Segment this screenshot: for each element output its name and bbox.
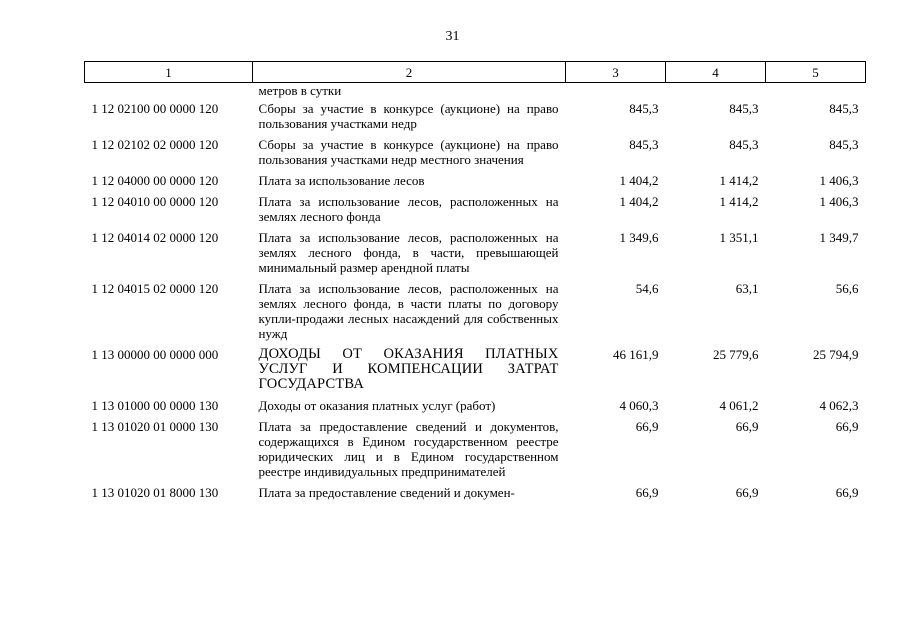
header-col-1: 1 — [85, 62, 253, 83]
page-number: 31 — [445, 29, 460, 44]
row-code: 1 13 01020 01 8000 130 — [91, 485, 219, 500]
row-code: 1 12 02102 02 0000 120 — [91, 137, 219, 152]
row-name: Плата за использование лесов, расположенных на землях лесного фонда, в части, превышающей минимальный размер арендной платы — [258, 230, 559, 275]
row-value-col3: 66,9 — [635, 419, 659, 434]
continuation-code — [85, 83, 253, 100]
row-code: 1 13 01020 01 0000 130 — [91, 419, 219, 434]
table-row — [85, 228, 866, 279]
row-value-col3: 1 349,6 — [619, 230, 659, 245]
row-value-col3: 1 404,2 — [619, 173, 659, 188]
row-value-col5: 25 794,9 — [813, 347, 859, 362]
row-name: Плата за использование лесов, расположенных на землях лесного фонда — [258, 194, 559, 224]
table-row — [85, 171, 866, 192]
row-value-col4: 1 351,1 — [719, 230, 759, 245]
row-value-col5: 845,3 — [829, 137, 859, 152]
continuation-text: метров в сутки — [258, 83, 342, 98]
row-value-col4: 1 414,2 — [719, 194, 759, 209]
row-name: ДОХОДЫ ОТ ОКАЗАНИЯ ПЛАТНЫХ УСЛУГ И КОМПЕНСАЦИИ ЗАТРАТ ГОСУДАРСТВА — [258, 346, 559, 392]
row-code: 1 13 01000 00 0000 130 — [91, 398, 219, 413]
row-value-col4: 63,1 — [735, 281, 759, 296]
row-code: 1 12 04010 00 0000 120 — [91, 194, 219, 209]
table-row-section — [85, 345, 866, 396]
row-value-col3: 845,3 — [629, 137, 659, 152]
row-code: 1 12 04014 02 0000 120 — [91, 230, 219, 245]
row-value-col4: 845,3 — [729, 137, 759, 152]
table-row — [85, 396, 866, 417]
row-value-col3: 845,3 — [629, 101, 659, 116]
row-value-col5: 66,9 — [835, 419, 859, 434]
header-col-2: 2 — [253, 62, 566, 83]
row-name: Плата за использование лесов, расположенных на землях лесного фонда, в части платы по договору купли-продажи лесных насаждений для собственных нужд — [258, 281, 559, 341]
row-value-col5: 56,6 — [835, 281, 859, 296]
budget-table — [84, 61, 866, 504]
table-row — [85, 192, 866, 228]
header-col-4: 4 — [666, 62, 766, 83]
table-row — [85, 279, 866, 345]
row-value-col4: 66,9 — [735, 419, 759, 434]
table-row — [85, 417, 866, 483]
row-code: 1 12 04000 00 0000 120 — [91, 173, 219, 188]
row-code: 1 12 02100 00 0000 120 — [91, 101, 219, 116]
row-value-col4: 4 061,2 — [719, 398, 759, 413]
row-name: Плата за предоставление сведений и документов, содержащихся в Едином государственном реестре юридических лиц и в Едином государственном реестре индивидуальных предпринимателей — [258, 419, 559, 479]
header-col-3: 3 — [566, 62, 666, 83]
row-value-col4: 25 779,6 — [713, 347, 759, 362]
row-value-col3: 66,9 — [635, 485, 659, 500]
row-value-col4: 845,3 — [729, 101, 759, 116]
row-name: Сборы за участие в конкурсе (аукционе) на право пользования участками недр — [258, 101, 559, 131]
row-code: 1 12 04015 02 0000 120 — [91, 281, 219, 296]
row-value-col5: 66,9 — [835, 485, 859, 500]
row-value-col4: 1 414,2 — [719, 173, 759, 188]
row-name: Доходы от оказания платных услуг (работ) — [258, 398, 496, 413]
continuation-row — [85, 83, 866, 100]
row-name: Плата за предоставление сведений и докумен- — [258, 485, 515, 500]
header-row — [85, 62, 866, 83]
row-value-col5: 4 062,3 — [819, 398, 859, 413]
table-body — [85, 83, 866, 505]
header-col-5: 5 — [766, 62, 866, 83]
row-value-col5: 845,3 — [829, 101, 859, 116]
table-header — [85, 62, 866, 83]
row-value-col4: 66,9 — [735, 485, 759, 500]
row-value-col3: 54,6 — [635, 281, 659, 296]
budget-table-container — [84, 61, 865, 504]
table-row — [85, 99, 866, 135]
row-value-col3: 46 161,9 — [613, 347, 659, 362]
table-row — [85, 483, 866, 504]
row-name: Сборы за участие в конкурсе (аукционе) на право пользования участками недр местного значения — [258, 137, 559, 167]
row-value-col5: 1 406,3 — [819, 194, 859, 209]
table-row — [85, 135, 866, 171]
row-value-col5: 1 349,7 — [819, 230, 859, 245]
row-code: 1 13 00000 00 0000 000 — [91, 347, 219, 362]
row-value-col3: 4 060,3 — [619, 398, 659, 413]
row-value-col3: 1 404,2 — [619, 194, 659, 209]
row-value-col5: 1 406,3 — [819, 173, 859, 188]
row-name: Плата за использование лесов — [258, 173, 425, 188]
